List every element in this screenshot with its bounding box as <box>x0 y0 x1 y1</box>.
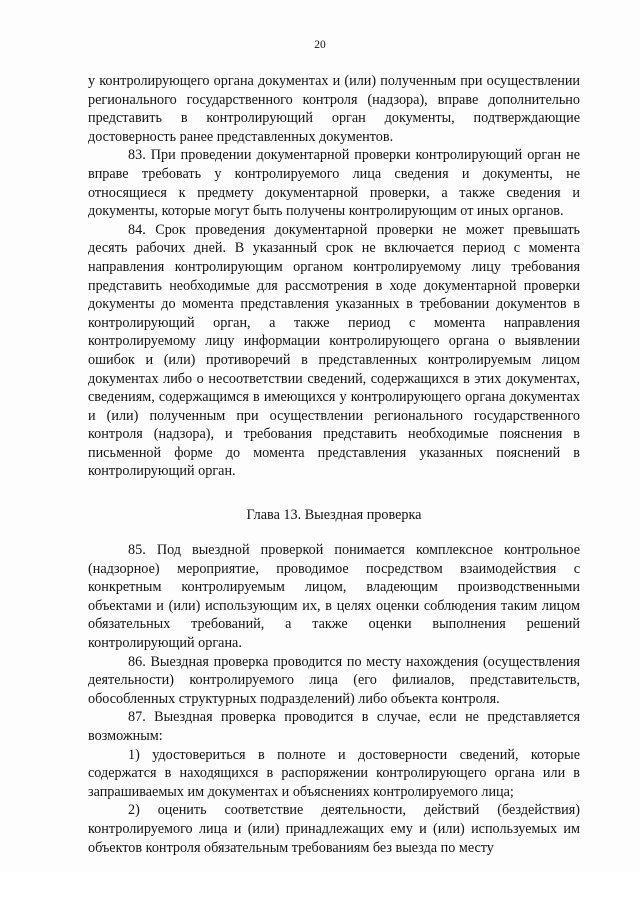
paragraph-84: 84. Срок проведения документарной проверки не может превышать десять рабочих дней. В указанный срок не включается период с момента направления контролирующим органом контролируемому лицу требования представить необходимые для рассмотрения в ходе документарной проверки документы до момента представления указанных в требовании документов в контролирующий орган, а также период с момента направления контролируемому лицу информации контролирующего органа о выявлении ошибок и (или) противоречий в представленных контролируемым лицом документах либо о несоответствии сведений, содержащихся в этих документах, сведениям, содержащимся в имеющихся у контролирующего органа документах и (или) полученным при осуществлении регионального государственного контроля (надзора), и требования представить необходимые пояснения в письменной форме до момента представления указанных пояснений в контролирующий орган. <box>88 221 580 480</box>
chapter-title: Глава 13. Выездная проверка <box>246 507 422 523</box>
paragraph-87: 87. Выездная проверка проводится в случае, если не представляется возможным: <box>88 709 580 744</box>
paragraph-85: 85. Под выездной проверкой понимается комплексное контрольное (надзорное) мероприятие, проводимое посредством взаимодействия с конкретным контролируемым лицом, владеющим производственными объектами и (или) использующим их, в целях оценки соблюдения таким лицом обязательных требований, а также оценки выполнения решений контролирующий органа. <box>88 542 580 651</box>
paragraph-continuation: у контролирующего органа документах и (или) полученным при осуществлении регионального государственного контроля (надзора), вправе дополнительно представить в контролирующий орган документы, подтверждающие достоверность ранее представленных документов. <box>88 73 580 145</box>
page-number: 20 <box>314 39 326 51</box>
paragraph-87-item-1: 1) удостовериться в полноте и достоверности сведений, которые содержатся в находящихся в распоряжении контролирующего органа или в запрашиваемых им документах и объяснениях контролируемого лица; <box>88 746 580 800</box>
paragraph-87-item-2: 2) оценить соответствие деятельности, действий (бездействия) контролируемого лица и (или) принадлежащих ему и (или) используемых им объектов контроля обязательным требованиям без выезда по месту <box>88 802 580 856</box>
text-block-top <box>88 72 580 481</box>
page-bottom-margin <box>0 872 640 904</box>
paragraph-83: 83. При проведении документарной проверки контролирующий орган не вправе требовать у контролируемого лица сведения и документы, не относящиеся к предмету документарной проверки, а также сведения и документы, которые могут быть получены контролирующим от иных органов. <box>88 147 580 220</box>
text-block-bottom <box>88 541 580 857</box>
paragraph-86: 86. Выездная проверка проводится по месту нахождения (осуществления деятельности) контролируемого лица (его филиалов, представительств, обособленных структурных подразделений) либо объекта контроля. <box>88 653 580 707</box>
